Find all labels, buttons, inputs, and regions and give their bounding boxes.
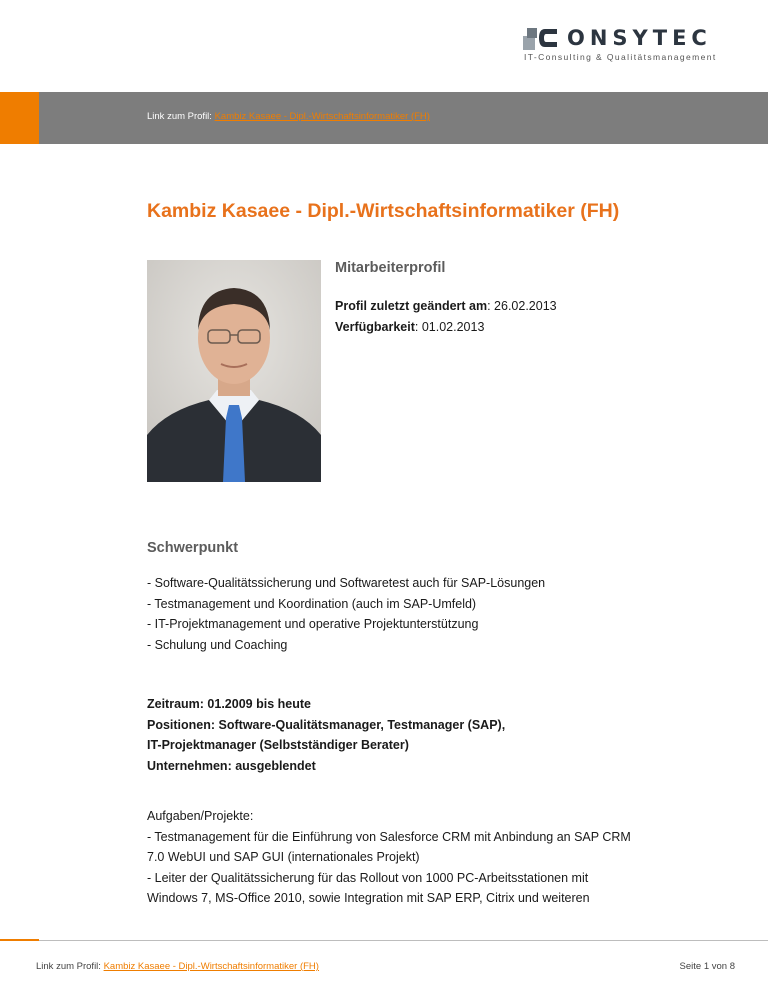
- tasks-heading: Aufgaben/Projekte:: [147, 809, 254, 823]
- position-roles-cont: IT-Projektmanager (Selbstständiger Berater): [147, 738, 409, 752]
- focus-list: [147, 573, 545, 655]
- portrait-image: [147, 260, 321, 482]
- footer-divider: [0, 940, 768, 941]
- company-logo: [523, 24, 738, 68]
- position-block: [147, 694, 505, 776]
- logo-mark-icon: [523, 26, 557, 50]
- footer-link-prefix: Link zum Profil:: [36, 961, 104, 972]
- header-link-prefix: Link zum Profil:: [147, 111, 215, 122]
- tasks-block: [147, 806, 631, 909]
- logo-wordmark: ONSYTEC: [567, 26, 712, 50]
- position-roles: Positionen: Software-Qualitätsmanager, Testmanager (SAP),: [147, 717, 506, 732]
- profile-changed-value: : 26.02.2013: [487, 299, 557, 313]
- profile-changed-label: Profil zuletzt geändert am: [335, 299, 488, 313]
- header-profile-link-line: [147, 111, 430, 122]
- logo-tagline: IT-Consulting & Qualitätsmanagement: [524, 52, 717, 62]
- position-company: Unternehmen: ausgeblendet: [147, 758, 316, 773]
- focus-item: - Schulung und Coaching: [147, 637, 288, 652]
- task-line: 7.0 WebUI und SAP GUI (internationales Projekt): [147, 850, 420, 864]
- footer-profile-link-line: [36, 961, 319, 972]
- header-profile-link[interactable]: Kambiz Kasaee - Dipl.-Wirtschaftsinformatiker (FH): [214, 111, 430, 122]
- profile-availability: [335, 320, 484, 334]
- task-line: Windows 7, MS-Office 2010, sowie Integration mit SAP ERP, Citrix und weiteren: [147, 891, 590, 905]
- header-accent-bar: [0, 92, 39, 144]
- focus-item: - Testmanagement und Koordination (auch im SAP-Umfeld): [147, 596, 477, 611]
- profile-heading: Mitarbeiterprofil: [335, 260, 446, 276]
- focus-item: - IT-Projektmanagement und operative Projektunterstützung: [147, 617, 479, 631]
- task-line: - Testmanagement für die Einführung von Salesforce CRM mit Anbindung an SAP CRM: [147, 829, 631, 844]
- position-period: Zeitraum: 01.2009 bis heute: [147, 697, 311, 711]
- footer-accent-bar: [0, 939, 39, 941]
- profile-availability-label: Verfügbarkeit: [335, 320, 415, 334]
- profile-changed: [335, 299, 557, 313]
- footer-profile-link[interactable]: Kambiz Kasaee - Dipl.-Wirtschaftsinformatiker (FH): [103, 961, 319, 972]
- focus-item: - Software-Qualitätssicherung und Softwaretest auch für SAP-Lösungen: [147, 576, 546, 590]
- task-line: - Leiter der Qualitätssicherung für das Rollout von 1000 PC-Arbeitsstationen mit: [147, 870, 589, 885]
- page-number: Seite 1 von 8: [679, 961, 735, 972]
- focus-heading: Schwerpunkt: [147, 540, 239, 556]
- profile-availability-value: : 01.02.2013: [414, 320, 485, 334]
- profile-photo: [147, 260, 321, 482]
- page-title: Kambiz Kasaee - Dipl.-Wirtschaftsinformatiker (FH): [147, 200, 620, 222]
